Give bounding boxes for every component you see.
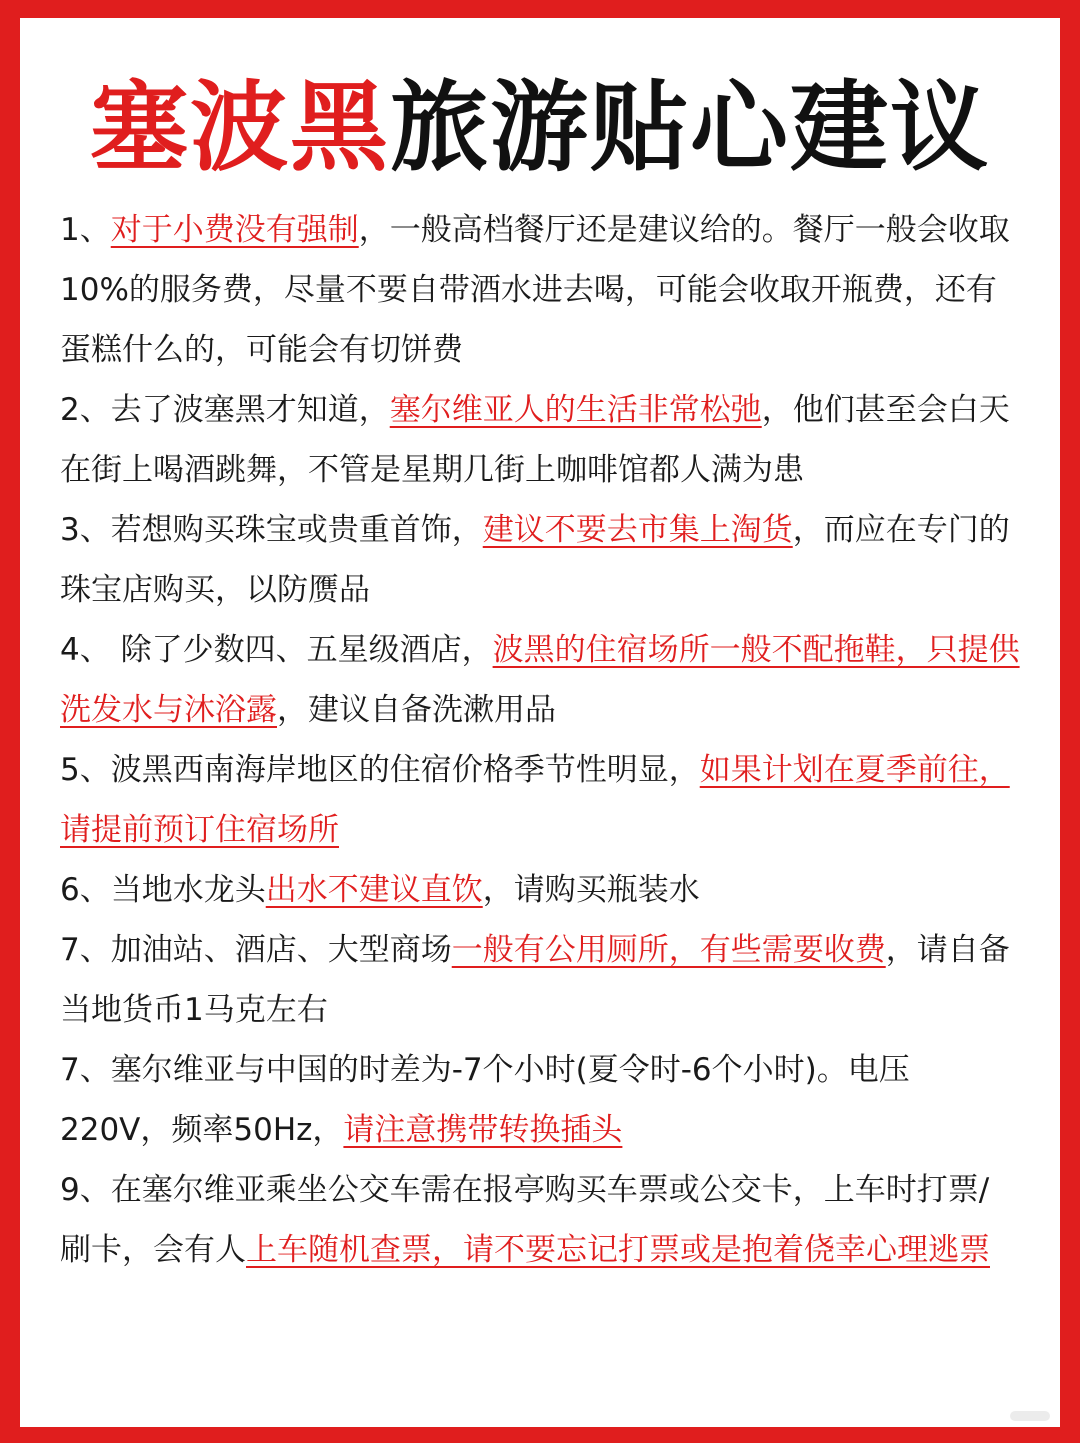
tip-number: 7、 <box>60 1052 111 1088</box>
tip-number: 2、 <box>60 392 111 428</box>
tip-text: 去了波塞黑才知道， <box>110 392 390 428</box>
tip-text: 除了少数四、五星级酒店， <box>110 632 493 668</box>
tip-text: 在塞尔维亚乘坐公交车需在报亭购买车票或公交卡，上车时打票/刷卡，会有人 <box>60 1172 990 1268</box>
tip-number: 7、 <box>60 932 111 968</box>
tip-text: 加油站、酒店、大型商场 <box>110 932 452 968</box>
tip-highlight: 出水不建议直饮 <box>265 872 483 908</box>
tip-text: 塞尔维亚与中国的时差为-7个小时(夏令时-6个小时)。电压220V，频率50Hz， <box>60 1052 910 1148</box>
tip-highlight: 对于小费没有强制 <box>110 212 359 248</box>
tip-number: 4、 <box>60 632 111 668</box>
tip-item <box>60 620 1020 740</box>
tip-highlight: 上车随机查票，请不要忘记打票或是抱着侥幸心理逃票 <box>246 1232 990 1268</box>
tip-number: 6、 <box>60 872 111 908</box>
tip-highlight: 塞尔维亚人的生活非常松弛 <box>389 392 762 428</box>
tip-number: 3、 <box>60 512 111 548</box>
tip-text: 当地水龙头 <box>110 872 266 908</box>
tip-text: ，建议自备洗漱用品 <box>277 692 556 728</box>
tip-text: ，一般高档餐厅还是建议给的。餐厅一般会收取10%的服务费，尽量不要自带酒水进去喝，可能会收取开瓶费，还有蛋糕什么的，可能会有切饼费 <box>60 212 1010 368</box>
tip-item <box>60 500 1020 620</box>
title-rest: 旅游贴心建议 <box>390 71 991 185</box>
tip-item <box>60 380 1020 500</box>
watermark-mark <box>1010 1411 1050 1421</box>
tip-item <box>60 1040 1020 1160</box>
tip-highlight: 建议不要去市集上淘货 <box>482 512 793 548</box>
tip-item <box>60 860 1020 920</box>
tip-text: ，他们甚至会白天在街上喝酒跳舞，不管是星期几街上咖啡馆都人满为患 <box>60 392 1010 488</box>
tip-number: 1、 <box>60 212 111 248</box>
tip-text: 波黑西南海岸地区的住宿价格季节性明显， <box>110 752 700 788</box>
tip-item <box>60 740 1020 860</box>
tip-highlight: 一般有公用厕所，有些需要收费 <box>451 932 886 968</box>
tip-highlight: 如果计划在夏季前往，请提前预订住宿场所 <box>60 752 1010 848</box>
tip-highlight: 波黑的住宿场所一般不配拖鞋，只提供洗发水与沐浴露 <box>60 632 1020 728</box>
tip-number: 9、 <box>60 1172 111 1208</box>
tip-text: 若想购买珠宝或贵重首饰， <box>110 512 483 548</box>
tip-text: ，请自备当地货币1马克左右 <box>60 932 1010 1028</box>
tip-item <box>60 200 1020 380</box>
title-highlight: 塞波黑 <box>89 71 390 185</box>
tip-item <box>60 920 1020 1040</box>
tip-item <box>60 1160 1020 1280</box>
tip-text: ，而应在专门的珠宝店购买，以防赝品 <box>60 512 1010 608</box>
tip-highlight: 请注意携带转换插头 <box>343 1112 623 1148</box>
page-title <box>0 68 1080 188</box>
tip-text: ，请购买瓶装水 <box>482 872 700 908</box>
tips-list <box>60 200 1020 1280</box>
tip-number: 5、 <box>60 752 111 788</box>
